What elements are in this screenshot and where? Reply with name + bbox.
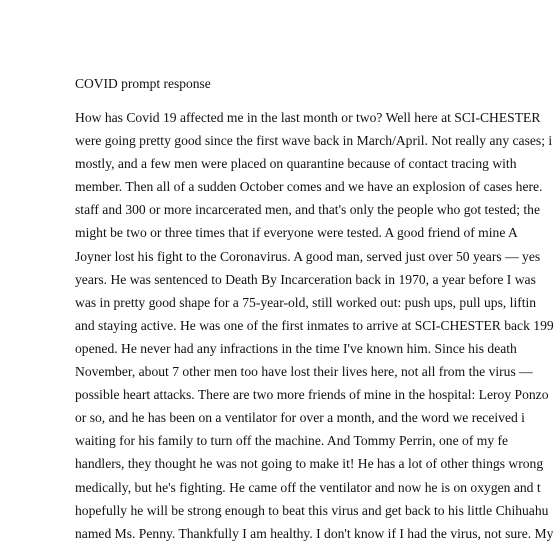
body-line: opened. He never had any infractions in the time I've known him. Since his death: [75, 340, 517, 356]
body-line: November, about 7 other men too have lost their lives here, not all from the virus —: [75, 364, 533, 380]
body-line: were going pretty good since the first wave back in March/April. Not really any cases; i: [75, 133, 553, 149]
document-title: COVID prompt response: [75, 76, 211, 91]
body-line: and staying active. He was one of the first inmates to arrive at SCI-CHESTER back 199: [75, 317, 554, 333]
body-line: hopefully he will be strong enough to beat this virus and get back to his little Chihuahu: [75, 502, 549, 518]
body-line: years. He was sentenced to Death By Incarceration back in 1970, a year before I was: [75, 271, 536, 287]
body-line: member. Then all of a sudden October comes and we have an explosion of cases here.: [75, 179, 543, 195]
body-line: mostly, and a few men were placed on quarantine because of contact tracing with: [75, 156, 517, 172]
body-line: or so, and he has been on a ventilator for over a month, and the word we received i: [75, 410, 525, 426]
body-line: staff and 300 or more incarcerated men, and that's only the people who got tested; the: [75, 202, 540, 218]
body-line: was in pretty good shape for a 75-year-old, still worked out: push ups, pull ups, liftin: [75, 294, 537, 310]
body-line: handlers, they thought he was not going to make it! He has a lot of other things wrong: [75, 456, 544, 472]
body-line: How has Covid 19 affected me in the last month or two? Well here at SCI-CHESTER: [75, 110, 541, 125]
body-line: medically, but he's fighting. He came off the ventilator and now he is on oxygen and t: [75, 479, 541, 495]
body-line: Joyner lost his fight to the Coronavirus. A good man, served just over 50 years — yes: [75, 248, 541, 264]
document-body: [75, 109, 554, 548]
body-line: named Ms. Penny. Thankfully I am healthy. I don't know if I had the virus, not sure. My: [75, 525, 554, 541]
body-line: might be two or three times that if everyone were tested. A good friend of mine A: [75, 225, 518, 241]
body-line: waiting for his family to turn off the machine. And Tommy Perrin, one of my fe: [75, 433, 509, 449]
body-line: possible heart attacks. There are two more friends of mine in the hospital: Leroy Ponzo: [75, 387, 549, 403]
